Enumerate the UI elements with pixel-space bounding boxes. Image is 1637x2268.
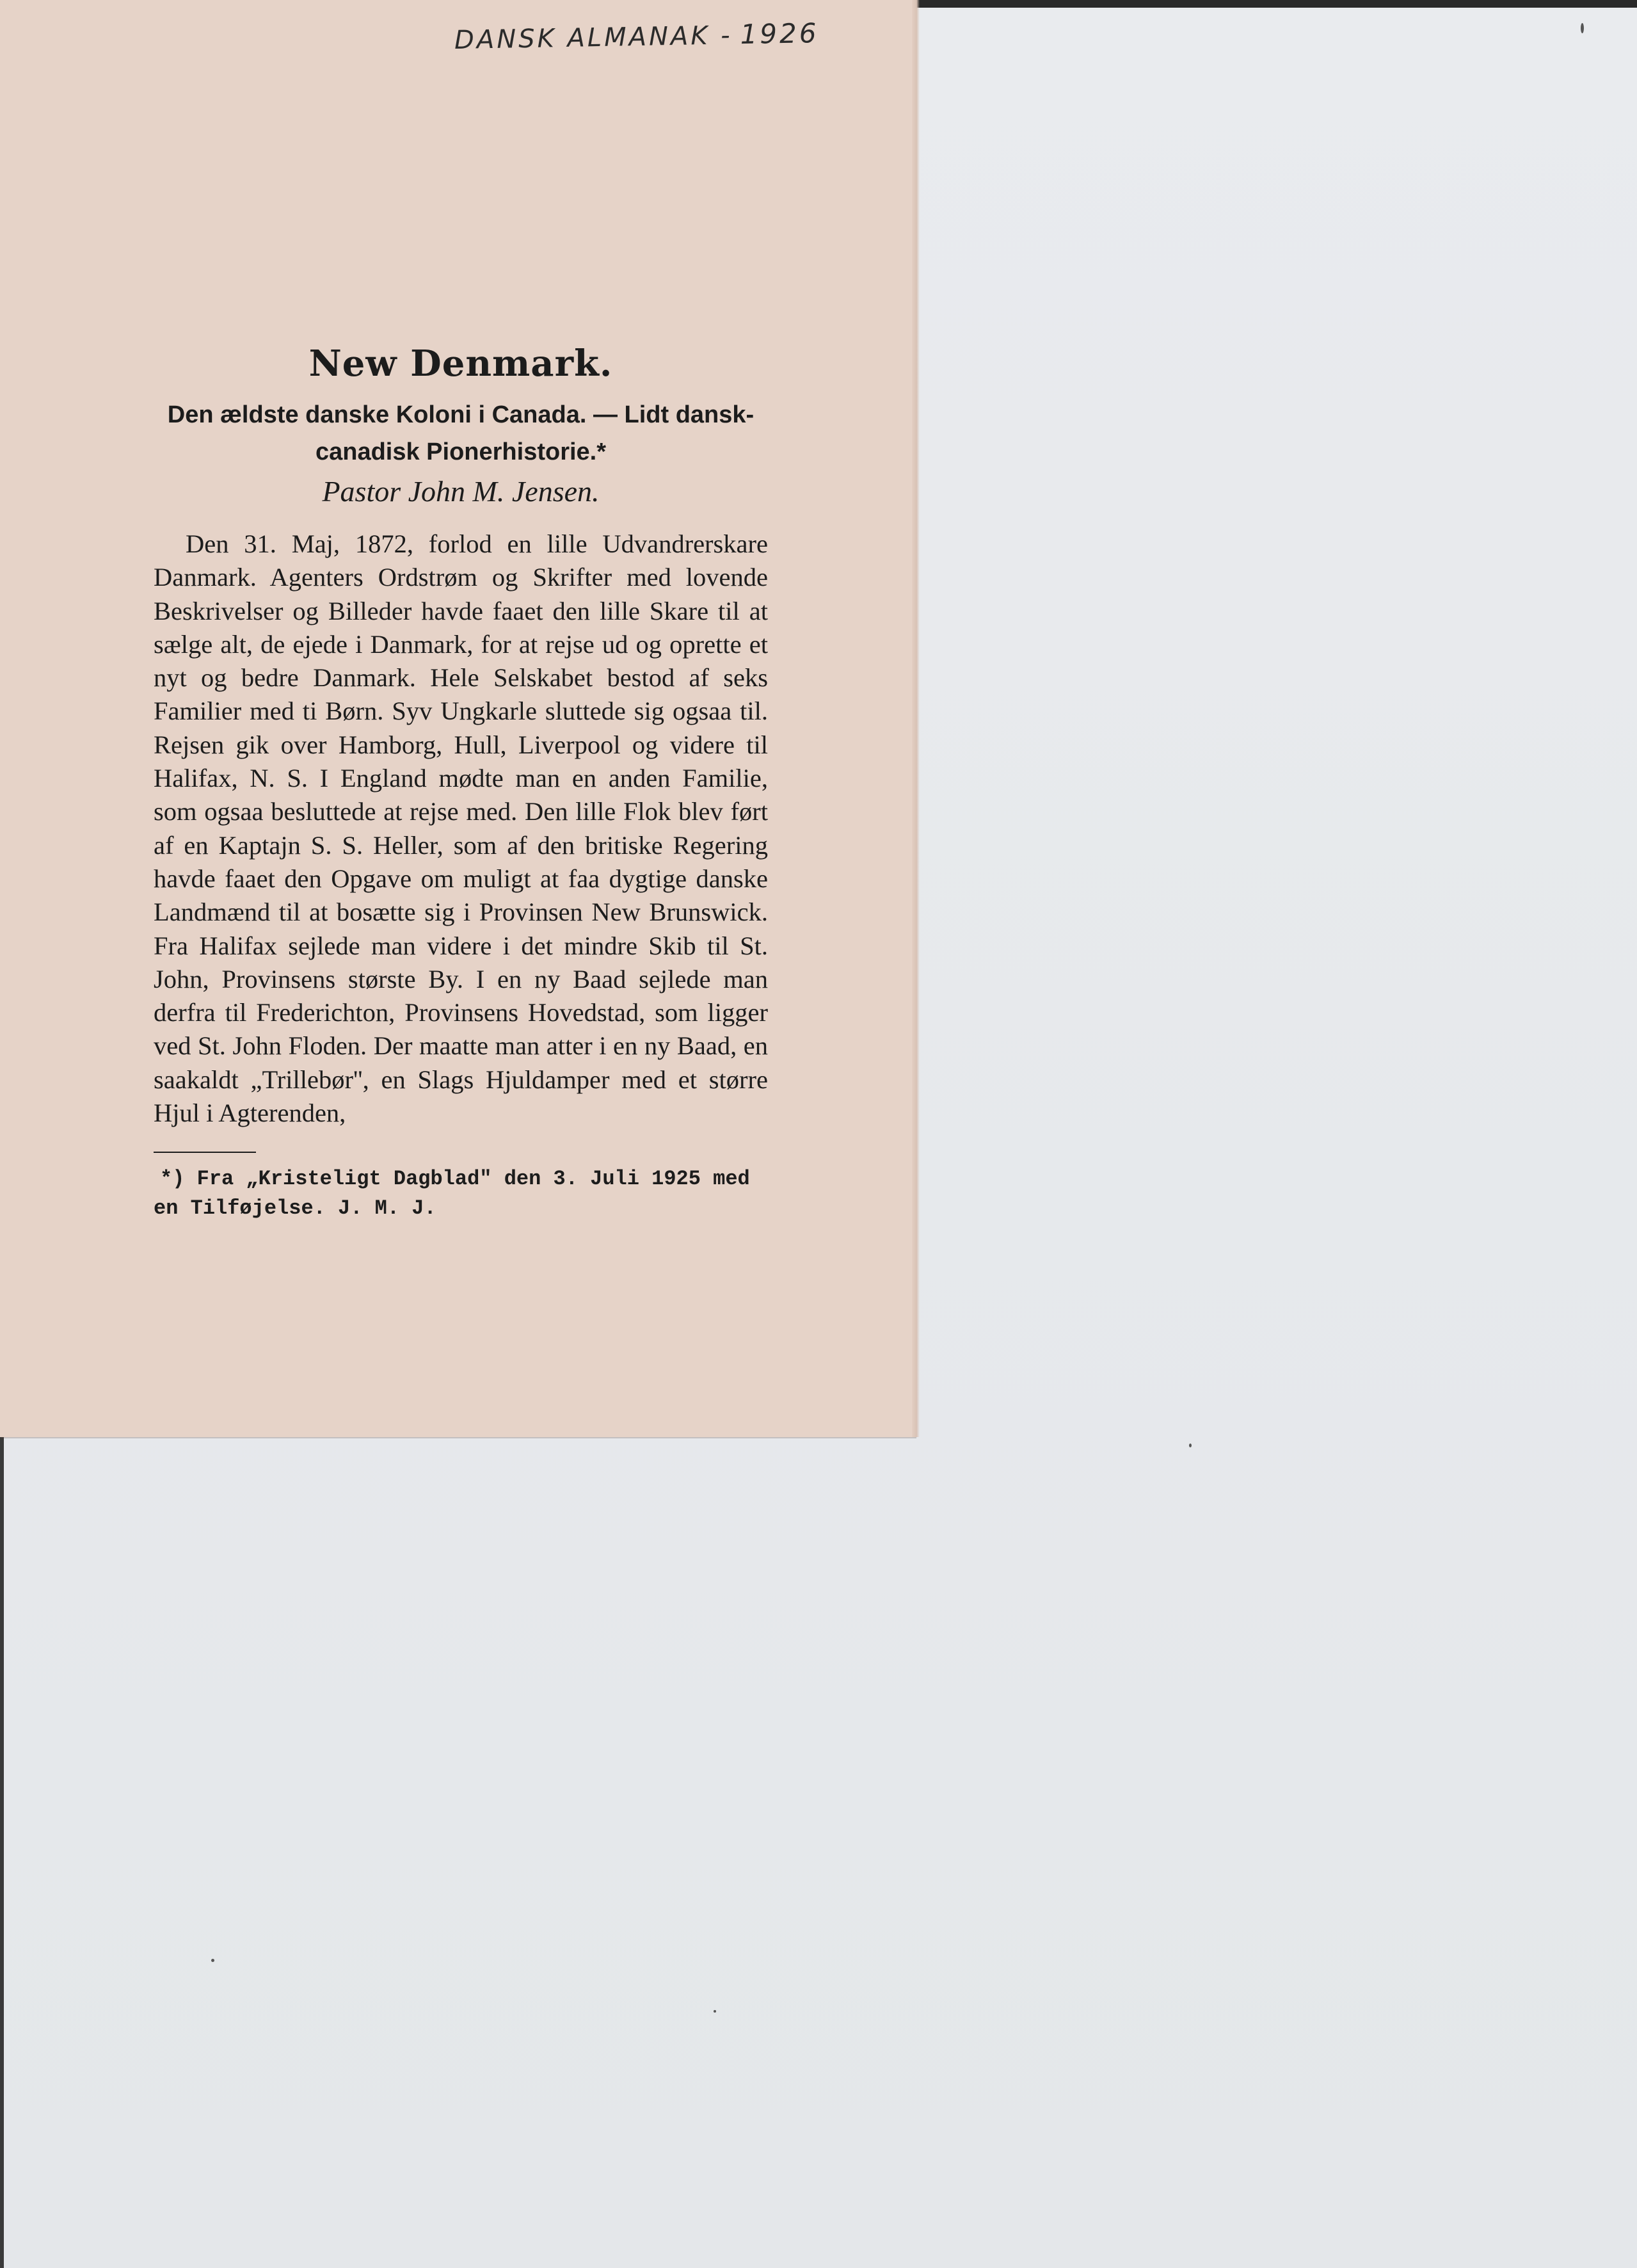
torn-page-edge [912,0,920,1437]
dust-speck [1581,23,1584,33]
footnote-rule [154,1152,256,1153]
article-title: New Denmark. [308,342,613,385]
article-footnote: *) Fra „Kristeligt Dagblad" den 3. Juli 1925 med en Tilføjelse. J. M. J. [154,1167,750,1221]
annotation-year: 1926 [740,17,819,51]
handwritten-annotation [454,17,819,55]
article-subtitle: Den ældste danske Koloni i Canada. — Lidt dansk-canadisk Pionerhistorie.* [167,401,755,465]
scanner-left-edge [0,1434,4,2268]
document-page [0,0,915,1437]
article-author: Pastor John M. Jensen. [322,475,600,508]
dust-speck [714,2010,716,2013]
dust-speck [1189,1444,1192,1447]
article-body: Den 31. Maj, 1872, forlod en lille Udvandrerskare Danmark. Agenters Ordstrøm og Skrifter med lovende Beskrivelser og Billeder havde faaet den lille Skare til at sælge alt, de ejede i Danmark, for at rejse ud og oprette et nyt og bedre Danmark. Hele Selskabet bestod af seks Familier med ti Børn. Syv Ungkarle sluttede sig ogsaa til. Rejsen gik over Hamborg, Hull, Liverpool og videre til Halifax, N. S. I England mødte man en anden Familie, som ogsaa besluttede at rejse med. Den lille Flok blev ført af en Kaptajn S. S. Heller, som af den britiske Regering havde faaet den Opgave om muligt at faa dygtige danske Landmænd til at bosætte sig i Provinsen New Brunswick. Fra Halifax sejlede man videre i det mindre Skib til St. John, Provinsens største By. I en ny Baad sejlede man derfra til Frederichton, Provinsens Hovedstad, som ligger ved St. John Floden. Der maatte man atter i en ny Baad, en saakaldt „Trillebør'', en Slags Hjuldamper med et større Hjul i Agterenden, [154,529,768,1128]
annotation-label: DANSK ALMANAK - [454,20,733,55]
article [154,342,768,1223]
dust-speck [211,1959,214,1962]
